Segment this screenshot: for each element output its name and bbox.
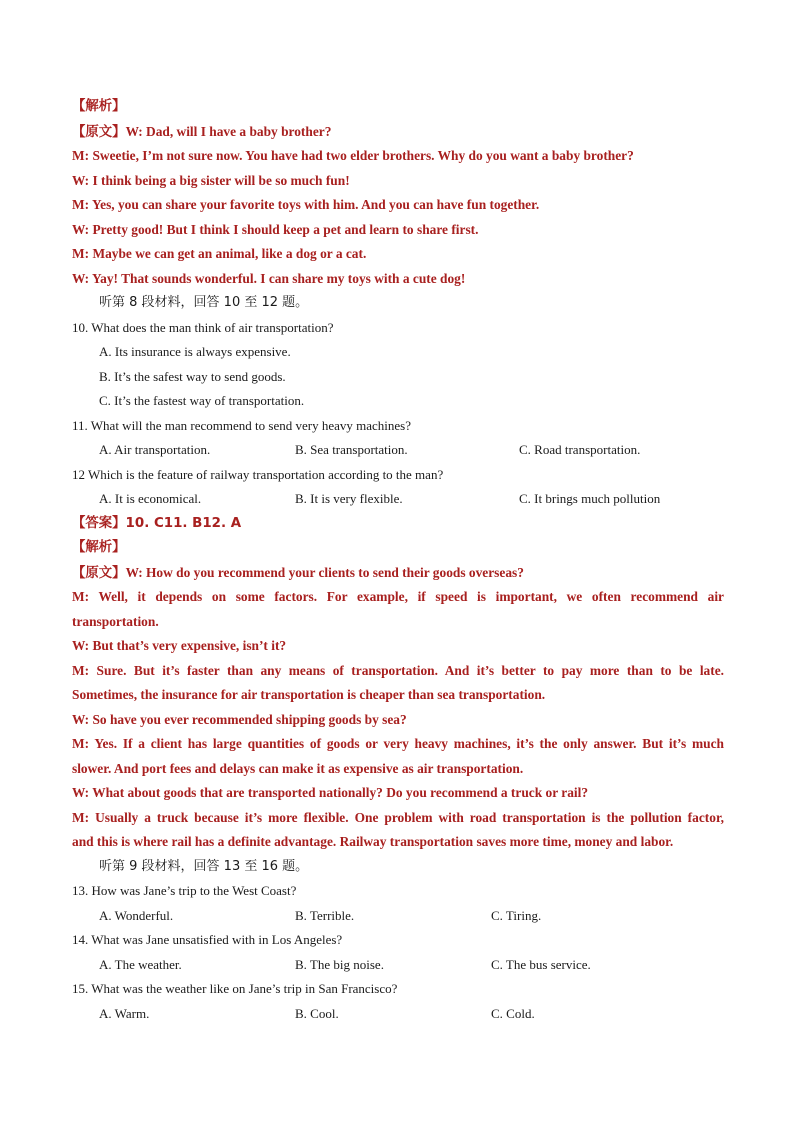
option-row [72, 487, 724, 512]
analysis-label: 【解析】 [72, 99, 126, 114]
option-c: C. Cold. [491, 1005, 535, 1021]
option-b: B. It’s the safest way to send goods. [99, 368, 286, 384]
question-stem: 10. What does the man think of air transportation? [72, 319, 334, 335]
option-row [72, 904, 724, 929]
option-row [72, 438, 724, 463]
script-line: W: But that’s very expensive, isn’t it? [72, 638, 287, 653]
script-label: 【原文】 [72, 565, 126, 581]
question-stem: 14. What was Jane unsatisfied with in Los Angeles? [72, 932, 343, 947]
option-c: C. It’s the fastest way of transportation. [99, 393, 305, 408]
question-stem: 12 Which is the feature of railway transportation according to the man? [72, 466, 444, 482]
option-a: A. The weather. [99, 956, 182, 972]
option-b: B. The big noise. [295, 956, 384, 972]
script-line: W: Pretty good! But I think I should keep a pet and learn to share first. [72, 221, 479, 237]
question-stem: 13. How was Jane’s trip to the West Coast? [72, 883, 297, 898]
section-instruction: 听第 9 段材料，回答 13 至 16 题。 [99, 858, 309, 874]
option-b: B. It is very flexible. [295, 491, 403, 506]
option-row [72, 1002, 724, 1027]
script-line: 【原文】W: How do you recommend your clients to send their goods overseas? [72, 564, 524, 581]
option-a: A. It is economical. [99, 491, 202, 506]
option-c: C. Road transportation. [519, 442, 641, 457]
option-c: C. The bus service. [491, 956, 591, 972]
section-instruction: 听第 8 段材料，回答 10 至 12 题。 [99, 295, 309, 310]
option-a: A. Air transportation. [99, 442, 211, 457]
option-b: B. Sea transportation. [295, 442, 408, 457]
option-b: B. Terrible. [295, 907, 355, 923]
answer-key: 【答案】10. C11. B12. A [72, 515, 242, 531]
script-line: M: Yes, you can share your favorite toys with him. And you can have fun together. [72, 197, 540, 212]
script-line: M: Usually a truck because it’s more flexible. One problem with road transportation is the pollution factor, [72, 809, 724, 825]
script-line: M: Sweetie, I’m not sure now. You have had two elder brothers. Why do you want a baby brother? [72, 148, 634, 163]
analysis-label: 【解析】 [72, 540, 126, 555]
option-a: A. Its insurance is always expensive. [99, 344, 291, 359]
option-c: C. It brings much pollution [519, 491, 661, 506]
script-line: 【原文】W: Dad, will I have a baby brother? [72, 123, 332, 140]
option-c: C. Tiring. [491, 907, 542, 923]
script-line: M: Maybe we can get an animal, like a dog or a cat. [72, 246, 367, 261]
script-line: M: Yes. If a client has large quantities of goods or very heavy machines, it’s the only answer. But it’s much [72, 736, 724, 751]
document-page [72, 95, 724, 1026]
script-line: W: Yay! That sounds wonderful. I can share my toys with a cute dog! [72, 270, 466, 286]
option-row [72, 953, 724, 978]
script-line: transportation. [72, 613, 159, 629]
script-line: and this is where rail has a definite advantage. Railway transportation saves more time, money and labor. [72, 834, 674, 849]
script-line: W: What about goods that are transported nationally? Do you recommend a truck or rail? [72, 785, 589, 800]
script-line: slower. And port fees and delays can make it as expensive as air transportation. [72, 760, 524, 776]
script-line: W: I think being a big sister will be so much fun! [72, 172, 350, 188]
question-stem: 11. What will the man recommend to send very heavy machines? [72, 417, 411, 433]
option-a: A. Warm. [99, 1005, 150, 1021]
script-line: M: Sure. But it’s faster than any means of transportation. And it’s better to pay more than to be late. [72, 662, 724, 678]
script-line: Sometimes, the insurance for air transportation is cheaper than sea transportation. [72, 687, 546, 702]
script-label: 【原文】 [72, 124, 126, 140]
script-line: M: Well, it depends on some factors. For example, if speed is important, we often recommend air [72, 589, 724, 604]
question-stem: 15. What was the weather like on Jane’s trip in San Francisco? [72, 981, 398, 996]
option-b: B. Cool. [295, 1005, 339, 1021]
option-a: A. Wonderful. [99, 907, 174, 923]
script-line: W: So have you ever recommended shipping goods by sea? [72, 711, 407, 727]
